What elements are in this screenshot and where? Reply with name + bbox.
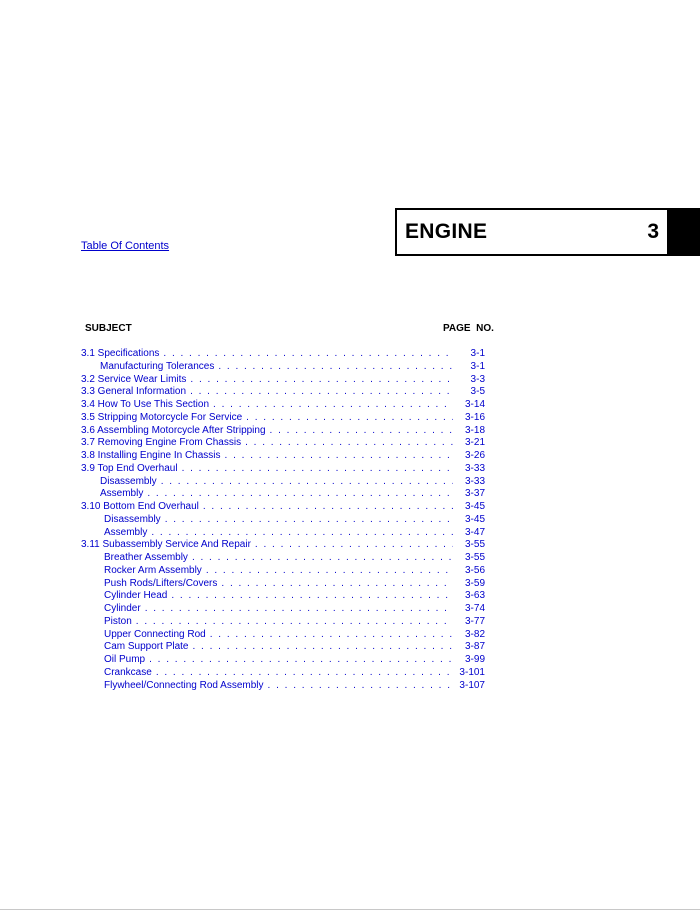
toc-entry-page[interactable]: 3-45 [464,501,485,512]
toc-entry[interactable] [81,348,487,361]
toc-dot-leader [145,603,453,616]
toc-entry-page[interactable]: 3-74 [464,603,485,614]
toc-dot-leader [246,412,453,425]
toc-dot-leader [245,437,453,450]
toc-entry[interactable] [81,552,487,565]
toc-entry-page[interactable]: 3-59 [464,577,485,589]
toc-dot-leader [165,514,453,527]
toc-entry[interactable] [81,603,487,616]
toc-entry-page[interactable]: 3-16 [464,411,485,423]
toc-dot-leader [255,539,453,552]
toc-entry-label[interactable]: Oil Pump [104,654,146,665]
toc-entry[interactable] [81,629,487,642]
toc-entry-label[interactable]: 3.7 Removing Engine From Chassis [81,437,242,449]
toc-dot-leader [192,552,453,565]
toc-entry[interactable] [81,539,487,552]
toc-dot-leader [171,590,453,603]
toc-entry-label[interactable]: 3.5 Stripping Motorcycle For Service [81,411,243,423]
toc-entry-page[interactable]: 3-18 [464,424,485,436]
toc-entry-page[interactable]: 3-63 [464,590,485,602]
toc-entry-label[interactable]: 3.9 Top End Overhaul [81,462,178,474]
toc-entry-label[interactable]: Cam Support Plate [104,641,189,653]
toc-entry[interactable] [81,578,487,591]
toc-entry-page[interactable]: 3-14 [464,399,485,410]
toc-dot-leader [193,641,454,654]
toc-entry-page[interactable]: 3-107 [459,679,485,691]
toc-entry-label[interactable]: Disassembly [100,475,157,487]
toc-entry-page[interactable]: 3-33 [464,462,485,474]
toc-dot-leader [218,361,453,374]
toc-entry-page[interactable]: 3-1 [470,348,485,359]
toc-entry-page[interactable]: 3-55 [464,552,485,563]
toc-entry[interactable] [81,450,487,463]
chapter-number: 3 [647,220,659,243]
toc-entry[interactable] [81,514,487,527]
toc-entry-page[interactable]: 3-3 [470,373,485,385]
toc-dot-leader [147,488,453,501]
toc-dot-leader [151,527,453,540]
toc-entry-label[interactable]: 3.6 Assembling Motorcycle After Stripping [81,424,266,436]
toc-entry-label[interactable]: 3.2 Service Wear Limits [81,373,187,385]
toc-dot-leader [268,680,453,693]
toc-dot-leader [270,425,453,438]
toc-entry-label[interactable]: Breather Assembly [104,552,188,563]
toc-dot-leader [149,654,453,667]
toc-entry-page[interactable]: 3-1 [470,360,485,372]
toc-dot-leader [182,463,453,476]
toc-dot-leader [210,629,453,642]
toc-entry-page[interactable]: 3-87 [464,641,485,653]
toc-entry-label[interactable]: Manufacturing Tolerances [100,360,215,372]
toc-dot-leader [221,578,453,591]
toc-entry-label[interactable]: 3.8 Installing Engine In Chassis [81,450,221,461]
toc-entry-label[interactable]: 3.1 Specifications [81,348,160,359]
toc-dot-leader [156,667,453,680]
toc-entry-page[interactable]: 3-5 [470,386,485,398]
toc-entry-label[interactable]: Upper Connecting Rod [104,628,206,640]
page-bottom-divider [0,909,700,910]
table-of-contents-link[interactable]: Table Of Contents [81,240,170,252]
toc-dot-leader [213,399,453,412]
toc-dot-leader [206,565,453,578]
toc-entry[interactable] [81,399,487,412]
toc-entry-label[interactable]: Flywheel/Connecting Rod Assembly [104,679,264,691]
toc-entry-label[interactable]: Rocker Arm Assembly [104,564,202,576]
toc-entry-page[interactable]: 3-56 [464,564,485,576]
toc-entry-label[interactable]: Push Rods/Lifters/Covers [104,577,218,589]
toc-entry-label[interactable]: Piston [104,615,132,627]
toc-entry-label[interactable]: 3.4 How To Use This Section [81,399,210,410]
toc-entry[interactable] [81,654,487,667]
toc-entry[interactable] [81,488,487,501]
toc-entry[interactable] [81,437,487,450]
toc-entry[interactable] [81,361,487,374]
toc-entry[interactable] [81,680,487,693]
toc-entry-page[interactable]: 3-33 [464,475,485,487]
toc-dot-leader [136,616,453,629]
toc-entry[interactable] [81,616,487,629]
toc-entry-label[interactable]: 3.3 General Information [81,386,187,398]
page-number-column-header: PAGE NO. [443,323,494,334]
toc-entry-page[interactable]: 3-47 [464,526,485,538]
toc-entry-page[interactable]: 3-99 [464,654,485,665]
chapter-tab-marker [669,208,700,256]
toc-entry-page[interactable]: 3-77 [464,615,485,627]
toc-entry[interactable] [81,374,487,387]
toc-entry-page[interactable]: 3-21 [464,437,485,449]
toc-dot-leader [190,374,453,387]
toc-dot-leader [190,386,453,399]
toc-entry[interactable] [81,463,487,476]
toc-entry[interactable] [81,386,487,399]
toc-dot-leader [225,450,453,463]
toc-entry-label[interactable]: Assembly [104,526,148,538]
toc-entry-label[interactable]: Cylinder [104,603,141,614]
toc-entry-page[interactable]: 3-37 [464,488,485,500]
toc-entry-page[interactable]: 3-26 [464,450,485,461]
subject-column-header: SUBJECT [85,323,132,334]
toc-entry[interactable] [81,425,487,438]
chapter-heading-box [395,208,669,256]
toc-entry-label[interactable]: Cylinder Head [104,590,168,602]
toc-entry[interactable] [81,501,487,514]
toc-dot-leader [203,501,453,514]
toc-entry-label[interactable]: 3.10 Bottom End Overhaul [81,501,199,512]
toc-dot-leader [161,476,453,489]
toc-entry-page[interactable]: 3-82 [464,628,485,640]
toc-entry[interactable] [81,667,487,680]
toc-entry[interactable] [81,527,487,540]
toc-entry-page[interactable]: 3-101 [459,666,485,678]
toc-entry-page[interactable]: 3-45 [464,513,485,525]
toc-entry-label[interactable]: Assembly [100,488,144,500]
toc-entry-page[interactable]: 3-55 [464,539,485,551]
toc-entry[interactable] [81,590,487,603]
toc-dot-leader [163,348,453,361]
chapter-title: ENGINE [405,220,488,243]
toc-entry-label[interactable]: Crankcase [104,666,152,678]
toc-entry[interactable] [81,641,487,654]
toc-entry[interactable] [81,565,487,578]
toc-entry[interactable] [81,476,487,489]
toc-entry[interactable] [81,412,487,425]
toc-entry-label[interactable]: 3.11 Subassembly Service And Repair [81,539,251,551]
toc-entry-label[interactable]: Disassembly [104,513,161,525]
toc-list [81,348,487,692]
